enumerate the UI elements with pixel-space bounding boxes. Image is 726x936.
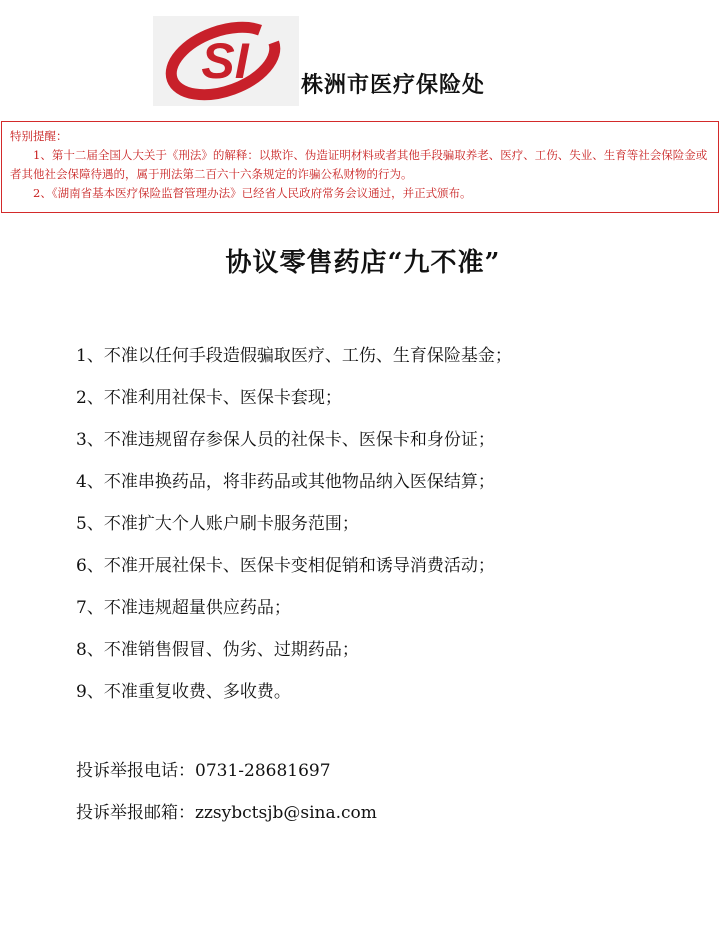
rule-item: 2、不准利用社保卡、医保卡套现； — [76, 388, 342, 408]
rule-item: 3、不准违规留存参保人员的社保卡、医保卡和身份证； — [76, 430, 495, 450]
notice-title: 特别提醒： — [10, 129, 68, 143]
notice-box — [1, 121, 719, 213]
rule-item: 5、不准扩大个人账户刷卡服务范围； — [76, 514, 359, 534]
complaint-phone: 投诉举报电话：0731-28681697 — [76, 761, 331, 781]
notice-item: 1、第十二届全国人大关于《刑法》的解释：以欺诈、伪造证明材料或者其他手段骗取养老、医疗、工伤、失业、生育等社会保险金或者其他社会保障待遇的，属于刑法第二百六十六条规定的诈骗公私财物的行为。 — [10, 148, 708, 181]
logo-text: SI — [201, 33, 249, 89]
rule-item: 4、不准串换药品，将非药品或其他物品纳入医保结算； — [76, 472, 495, 492]
rule-item: 6、不准开展社保卡、医保卡变相促销和诱导消费活动； — [76, 556, 495, 576]
document-title: 协议零售药店“九不准” — [225, 248, 501, 278]
complaint-email: 投诉举报邮箱：zzsybctsjb@sina.com — [76, 803, 377, 823]
rule-item: 9、不准重复收费、多收费。 — [76, 682, 291, 702]
notice-item: 2、《湖南省基本医疗保险监督管理办法》已经省人民政府常务会议通过，并正式颁布。 — [33, 186, 472, 200]
csi-logo-icon — [153, 16, 299, 106]
org-name: 株洲市医疗保险处 — [301, 72, 486, 98]
rules-list — [76, 340, 512, 718]
rule-item: 8、不准销售假冒、伪劣、过期药品； — [76, 640, 359, 660]
rule-item: 7、不准违规超量供应药品； — [76, 598, 291, 618]
contact-info — [76, 757, 377, 841]
rule-item: 1、不准以任何手段造假骗取医疗、工伤、生育保险基金； — [76, 346, 512, 366]
